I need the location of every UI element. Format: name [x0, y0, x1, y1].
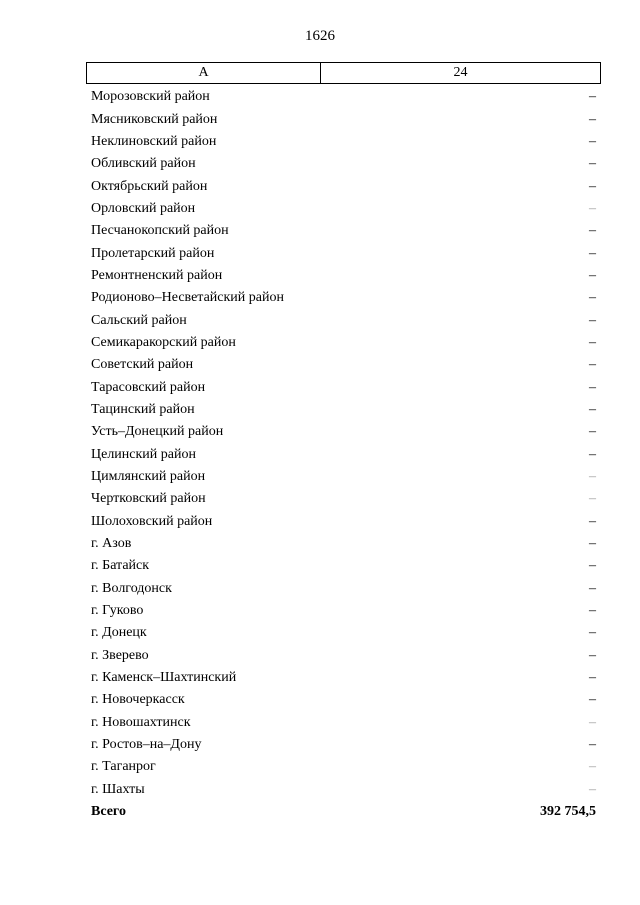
- row-name: Советский район: [91, 357, 194, 373]
- total-label: Всего: [91, 804, 126, 820]
- table-row: [91, 242, 596, 264]
- row-value: –: [589, 737, 596, 753]
- row-value: –: [589, 290, 596, 306]
- row-value: –: [589, 714, 596, 730]
- row-name: г. Таганрог: [91, 759, 156, 775]
- row-name: Песчанокопский район: [91, 223, 229, 239]
- row-name: г. Новошахтинск: [91, 714, 191, 730]
- table-row: [91, 86, 596, 108]
- table-row: [91, 488, 596, 510]
- row-value: –: [589, 580, 596, 596]
- row-value: –: [589, 312, 596, 328]
- row-name: Семикаракорский район: [91, 334, 236, 350]
- table-row: [91, 689, 596, 711]
- table-body: [91, 86, 596, 823]
- row-value: –: [589, 245, 596, 261]
- row-name: г. Зверево: [91, 647, 149, 663]
- table-row: [91, 153, 596, 175]
- table-row: [91, 667, 596, 689]
- table-row: [91, 198, 596, 220]
- row-name: г. Каменск–Шахтинский: [91, 670, 237, 686]
- table-row: [91, 756, 596, 778]
- row-name: г. Шахты: [91, 781, 145, 797]
- row-value: –: [589, 178, 596, 194]
- row-name: Родионово–Несветайский район: [91, 290, 284, 306]
- row-value: –: [589, 647, 596, 663]
- row-name: Ремонтненский район: [91, 267, 223, 283]
- row-value: –: [589, 513, 596, 529]
- header-col-b: 24: [453, 65, 468, 80]
- table-row: [91, 511, 596, 533]
- table-row: [91, 734, 596, 756]
- row-name: Орловский район: [91, 200, 196, 216]
- table-row: [91, 399, 596, 421]
- row-value: –: [589, 446, 596, 462]
- table-row: [91, 444, 596, 466]
- row-name: Неклиновский район: [91, 133, 217, 149]
- row-value: –: [589, 625, 596, 641]
- table-row: [91, 175, 596, 197]
- row-value: –: [589, 536, 596, 552]
- row-name: Октябрьский район: [91, 178, 208, 194]
- row-name: г. Новочеркасск: [91, 692, 185, 708]
- table-row: [91, 600, 596, 622]
- row-value: –: [589, 558, 596, 574]
- table-row: [91, 265, 596, 287]
- table-row: [91, 578, 596, 600]
- row-name: Мясниковский район: [91, 111, 218, 127]
- table-row: [91, 555, 596, 577]
- table-row: [91, 645, 596, 667]
- row-name: г. Батайск: [91, 558, 150, 574]
- row-value: –: [589, 156, 596, 172]
- row-value: –: [589, 491, 596, 507]
- row-name: Обливский район: [91, 156, 196, 172]
- row-value: –: [589, 379, 596, 395]
- row-value: –: [589, 670, 596, 686]
- table-row: [91, 622, 596, 644]
- table-row: [91, 421, 596, 443]
- row-value: –: [589, 133, 596, 149]
- row-name: г. Азов: [91, 536, 132, 552]
- row-value: –: [589, 200, 596, 216]
- header-col-a: А: [87, 63, 321, 83]
- table-row: [91, 533, 596, 555]
- row-value: –: [589, 111, 596, 127]
- row-value: –: [589, 267, 596, 283]
- row-value: –: [589, 334, 596, 350]
- row-name: Целинский район: [91, 446, 196, 462]
- row-value: –: [589, 603, 596, 619]
- row-value: –: [589, 401, 596, 417]
- row-value: –: [589, 223, 596, 239]
- table-row: [91, 220, 596, 242]
- row-name: Цимлянский район: [91, 469, 206, 485]
- row-value: –: [589, 781, 596, 797]
- row-value: –: [589, 424, 596, 440]
- table-row: [91, 354, 596, 376]
- row-name: Морозовский район: [91, 89, 210, 105]
- page-number: 1626: [305, 28, 335, 44]
- total-row: [91, 801, 596, 823]
- row-name: Сальский район: [91, 312, 187, 328]
- table-header: [86, 62, 601, 84]
- row-name: Тацинский район: [91, 401, 195, 417]
- table-row: [91, 287, 596, 309]
- row-value: –: [589, 469, 596, 485]
- table-row: [91, 131, 596, 153]
- row-value: –: [589, 357, 596, 373]
- row-value: –: [589, 692, 596, 708]
- table-row: [91, 376, 596, 398]
- row-name: Усть–Донецкий район: [91, 424, 224, 440]
- row-name: Тарасовский район: [91, 379, 206, 395]
- table-row: [91, 779, 596, 801]
- row-name: Пролетарский район: [91, 245, 215, 261]
- table-row: [91, 309, 596, 331]
- row-name: г. Донецк: [91, 625, 147, 641]
- row-name: г. Волгодонск: [91, 580, 172, 596]
- table-row: [91, 108, 596, 130]
- total-value: 392 754,5: [540, 804, 596, 820]
- row-name: г. Ростов–на–Дону: [91, 737, 202, 753]
- table-row: [91, 466, 596, 488]
- row-name: Чертковский район: [91, 491, 206, 507]
- table-row: [91, 712, 596, 734]
- row-name: Шолоховский район: [91, 513, 213, 529]
- row-value: –: [589, 89, 596, 105]
- row-value: –: [589, 759, 596, 775]
- row-name: г. Гуково: [91, 603, 144, 619]
- table-row: [91, 332, 596, 354]
